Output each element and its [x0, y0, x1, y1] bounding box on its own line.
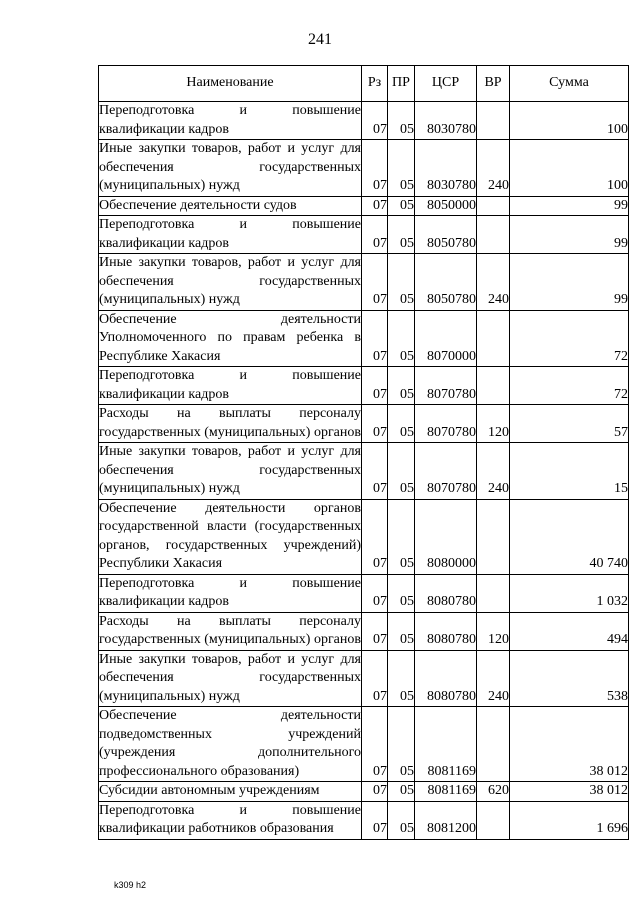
row-sum: 38 012 [510, 707, 629, 782]
row-vr [477, 102, 510, 140]
row-csr: 8050780 [415, 254, 477, 311]
row-sum: 100 [510, 140, 629, 197]
row-name: Иные закупки товаров, работ и услуг для обеспечения государственных (муниципальных) нужд [99, 254, 362, 311]
row-csr: 8080000 [415, 499, 477, 574]
row-rz: 07 [362, 574, 388, 612]
row-csr: 8081169 [415, 782, 477, 802]
row-vr: 120 [477, 405, 510, 443]
row-pr: 05 [388, 196, 415, 216]
row-name: Переподготовка и повышение квалификации кадров [99, 216, 362, 254]
table-row [99, 443, 629, 500]
table-row [99, 707, 629, 782]
table-row [99, 102, 629, 140]
header-csr: ЦСР [415, 66, 477, 102]
row-sum: 100 [510, 102, 629, 140]
row-sum: 57 [510, 405, 629, 443]
table-row [99, 254, 629, 311]
row-name: Субсидии автономным учреждениям [99, 782, 362, 802]
row-vr [477, 196, 510, 216]
row-rz: 07 [362, 216, 388, 254]
row-vr: 240 [477, 254, 510, 311]
table-row [99, 499, 629, 574]
row-csr: 8070780 [415, 443, 477, 500]
row-name: Обеспечение деятельности органов государственной власти (государственных органов, государственных учреждений) Республики Хакасия [99, 499, 362, 574]
header-rz: Рз [362, 66, 388, 102]
row-pr: 05 [388, 443, 415, 500]
row-sum: 1 696 [510, 801, 629, 839]
row-pr: 05 [388, 367, 415, 405]
header-pr: ПР [388, 66, 415, 102]
row-rz: 07 [362, 650, 388, 707]
table-row [99, 196, 629, 216]
row-name: Переподготовка и повышение квалификации кадров [99, 574, 362, 612]
row-pr: 05 [388, 574, 415, 612]
table-row [99, 801, 629, 839]
row-rz: 07 [362, 196, 388, 216]
row-name: Иные закупки товаров, работ и услуг для обеспечения государственных (муниципальных) нужд [99, 140, 362, 197]
row-vr: 240 [477, 443, 510, 500]
budget-table [98, 65, 629, 840]
row-rz: 07 [362, 801, 388, 839]
row-sum: 1 032 [510, 574, 629, 612]
row-vr [477, 216, 510, 254]
row-csr: 8050780 [415, 216, 477, 254]
row-rz: 07 [362, 405, 388, 443]
row-vr [477, 707, 510, 782]
header-vr: ВР [477, 66, 510, 102]
row-pr: 05 [388, 310, 415, 367]
row-rz: 07 [362, 499, 388, 574]
row-pr: 05 [388, 405, 415, 443]
row-sum: 99 [510, 254, 629, 311]
table-row [99, 405, 629, 443]
row-pr: 05 [388, 707, 415, 782]
row-csr: 8080780 [415, 612, 477, 650]
row-rz: 07 [362, 140, 388, 197]
row-csr: 8070000 [415, 310, 477, 367]
row-vr [477, 574, 510, 612]
row-rz: 07 [362, 612, 388, 650]
row-name: Обеспечение деятельности Уполномоченного по правам ребенка в Республике Хакасия [99, 310, 362, 367]
row-name: Расходы на выплаты персоналу государственных (муниципальных) органов [99, 612, 362, 650]
row-csr: 8081169 [415, 707, 477, 782]
row-sum: 99 [510, 216, 629, 254]
row-pr: 05 [388, 140, 415, 197]
row-name: Иные закупки товаров, работ и услуг для обеспечения государственных (муниципальных) нужд [99, 443, 362, 500]
row-csr: 8080780 [415, 574, 477, 612]
row-rz: 07 [362, 443, 388, 500]
row-csr: 8030780 [415, 102, 477, 140]
row-vr: 240 [477, 140, 510, 197]
row-name: Переподготовка и повышение квалификации кадров [99, 102, 362, 140]
row-csr: 8050000 [415, 196, 477, 216]
row-vr [477, 367, 510, 405]
table-row [99, 140, 629, 197]
row-vr: 240 [477, 650, 510, 707]
row-csr: 8030780 [415, 140, 477, 197]
row-pr: 05 [388, 650, 415, 707]
row-name: Расходы на выплаты персоналу государственных (муниципальных) органов [99, 405, 362, 443]
row-name: Иные закупки товаров, работ и услуг для обеспечения государственных (муниципальных) нужд [99, 650, 362, 707]
header-sum: Сумма [510, 66, 629, 102]
row-vr [477, 499, 510, 574]
table-row [99, 782, 629, 802]
table-row [99, 216, 629, 254]
header-name: Наименование [99, 66, 362, 102]
row-pr: 05 [388, 102, 415, 140]
row-csr: 8070780 [415, 405, 477, 443]
table-row [99, 310, 629, 367]
row-sum: 15 [510, 443, 629, 500]
row-sum: 38 012 [510, 782, 629, 802]
row-pr: 05 [388, 254, 415, 311]
table-row [99, 574, 629, 612]
row-name: Обеспечение деятельности подведомственных учреждений (учреждения дополнительного профессионального образования) [99, 707, 362, 782]
row-pr: 05 [388, 801, 415, 839]
table-row [99, 612, 629, 650]
row-sum: 99 [510, 196, 629, 216]
row-vr [477, 310, 510, 367]
row-sum: 72 [510, 367, 629, 405]
row-rz: 07 [362, 367, 388, 405]
row-sum: 494 [510, 612, 629, 650]
footer-code: k309 h2 [114, 880, 147, 890]
table-body [99, 102, 629, 840]
row-pr: 05 [388, 612, 415, 650]
row-rz: 07 [362, 310, 388, 367]
row-sum: 538 [510, 650, 629, 707]
row-vr: 120 [477, 612, 510, 650]
row-csr: 8080780 [415, 650, 477, 707]
row-vr: 620 [477, 782, 510, 802]
page-number: 241 [308, 31, 332, 48]
table-row [99, 650, 629, 707]
row-rz: 07 [362, 707, 388, 782]
row-sum: 40 740 [510, 499, 629, 574]
table-row [99, 367, 629, 405]
row-pr: 05 [388, 499, 415, 574]
row-csr: 8070780 [415, 367, 477, 405]
row-name: Обеспечение деятельности судов [99, 196, 362, 216]
row-vr [477, 801, 510, 839]
row-name: Переподготовка и повышение квалификации кадров [99, 367, 362, 405]
row-name: Переподготовка и повышение квалификации работников образования [99, 801, 362, 839]
row-csr: 8081200 [415, 801, 477, 839]
table-header-row [99, 66, 629, 102]
row-sum: 72 [510, 310, 629, 367]
row-pr: 05 [388, 782, 415, 802]
row-rz: 07 [362, 102, 388, 140]
row-rz: 07 [362, 254, 388, 311]
row-pr: 05 [388, 216, 415, 254]
row-rz: 07 [362, 782, 388, 802]
